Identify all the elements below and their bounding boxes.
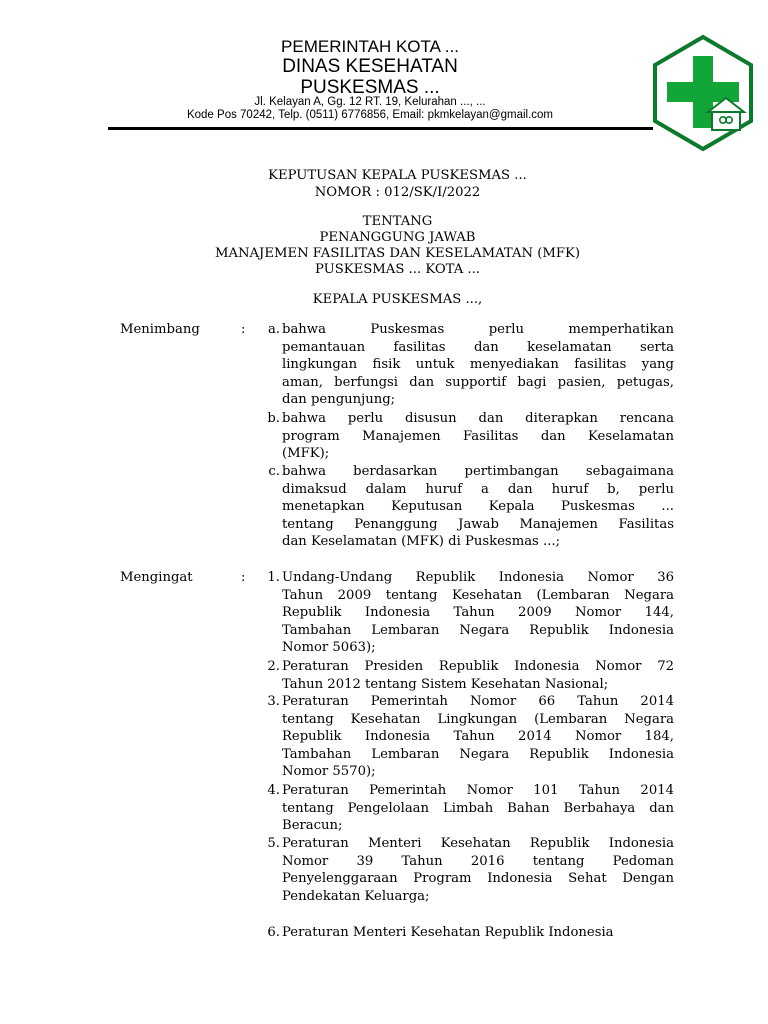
kop-contact: Kode Pos 70242, Telp. (0511) 6776856, Email: pkmkelayan@gmail.com: [186, 109, 554, 121]
menimbang-item-line: menetapkan Keputusan Kepala Puskesmas ...: [282, 499, 674, 514]
menimbang-item-line: dimaksud dalam huruf a dan huruf b, perlu: [282, 481, 674, 497]
menimbang-item-line: tentang Penanggung Jawab Manajemen Fasilitas: [282, 516, 674, 532]
mengingat-item-line: tentang Pengelolaan Limbah Bahan Berbahaya dan: [282, 800, 674, 816]
mengingat-item-line: Peraturan Menteri Kesehatan Republik Indonesia: [282, 836, 674, 851]
mengingat-item-text: [282, 693, 674, 781]
mengingat-item-marker: 4.: [267, 783, 280, 798]
decree-number: NOMOR : 012/SK/I/2022: [314, 185, 481, 200]
menimbang-label: Menimbang: [120, 322, 200, 337]
decree-subject-1: PENANGGUNG JAWAB: [319, 230, 476, 245]
mengingat-item-text: [282, 782, 674, 835]
mengingat-item-line: Nomor 39 Tahun 2016 tentang Pedoman: [282, 853, 674, 869]
mengingat-colon: :: [241, 570, 246, 585]
kop-address: Jl. Kelayan A, Gg. 12 RT. 19, Kelurahan ..., ...: [254, 96, 486, 108]
mengingat-item-line: Penyelenggaraan Program Indonesia Sehat Dengan: [282, 871, 674, 886]
puskesmas-logo-icon: [652, 34, 754, 152]
mengingat-item-marker: 1.: [267, 570, 280, 585]
mengingat-item-line: Tambahan Lembaran Negara Republik Indonesia: [282, 622, 674, 638]
menimbang-item-line: dan Keselamatan (MFK) di Puskesmas ...;: [282, 534, 561, 549]
menimbang-item-text: [282, 410, 674, 463]
menimbang-colon: :: [241, 322, 246, 337]
mengingat-item-line: Peraturan Pemerintah Nomor 66 Tahun 2014: [282, 694, 674, 709]
decree-subject-3: PUSKESMAS ... KOTA ...: [315, 262, 480, 277]
mengingat-item-text: [282, 569, 674, 657]
menimbang-item-marker: b.: [267, 411, 280, 426]
decree-signer: KEPALA PUSKESMAS ...,: [312, 292, 483, 307]
mengingat-item-line: Pendekatan Keluarga;: [282, 888, 430, 904]
menimbang-item-line: (MFK);: [282, 446, 330, 461]
menimbang-item-marker: a.: [267, 322, 280, 337]
mengingat-item-marker: 5.: [267, 836, 280, 851]
mengingat-item-line: Beracun;: [282, 818, 343, 833]
mengingat-item-text: [282, 924, 674, 942]
kop-line-dinas: DINAS KESEHATAN: [282, 56, 458, 77]
mengingat-item-marker: 3.: [267, 694, 280, 709]
menimbang-item-line: lingkungan fisik untuk menyediakan fasilitas yang: [282, 357, 674, 372]
mengingat-item-line: Republik Indonesia Tahun 2014 Nomor 184,: [282, 729, 674, 744]
menimbang-item-line: pemantauan fasilitas dan keselamatan serta: [282, 339, 674, 355]
mengingat-item-line: Peraturan Pemerintah Nomor 101 Tahun 2014: [282, 783, 674, 798]
mengingat-item-text: [282, 835, 674, 905]
mengingat-item-line: Nomor 5063);: [282, 640, 376, 655]
mengingat-item-line: Tahun 2012 tentang Sistem Kesehatan Nasional;: [282, 676, 609, 692]
mengingat-item-marker: 2.: [267, 659, 280, 674]
kop-line-pemerintah: PEMERINTAH KOTA ...: [281, 37, 459, 56]
mengingat-item-line: Tahun 2009 tentang Kesehatan (Lembaran Negara: [282, 587, 674, 603]
decree-tentang: TENTANG: [362, 214, 433, 229]
menimbang-item-marker: c.: [268, 464, 280, 479]
menimbang-item-text: [282, 321, 674, 409]
menimbang-item-line: program Manajemen Fasilitas dan Keselamatan: [282, 428, 674, 444]
mengingat-label: Mengingat: [120, 570, 193, 585]
kop-line-puskesmas: PUSKESMAS ...: [300, 77, 440, 98]
decree-subject-2: MANAJEMEN FASILITAS DAN KESELAMATAN (MFK): [214, 246, 581, 261]
menimbang-item-line: bahwa Puskesmas perlu memperhatikan: [282, 322, 674, 337]
mengingat-item-line: tentang Kesehatan Lingkungan (Lembaran Negara: [282, 711, 674, 727]
mengingat-item-line: Nomor 5570);: [282, 764, 376, 779]
kop-divider: [108, 127, 653, 130]
mengingat-item-line: Undang-Undang Republik Indonesia Nomor 36: [282, 570, 674, 585]
mengingat-item-marker: 6.: [267, 925, 280, 940]
mengingat-item-line: Republik Indonesia Tahun 2009 Nomor 144,: [282, 605, 674, 620]
mengingat-item-text: [282, 658, 674, 693]
menimbang-item-text: [282, 463, 674, 551]
menimbang-item-line: dan pengunjung;: [282, 392, 396, 407]
mengingat-item-line: Peraturan Presiden Republik Indonesia Nomor 72: [282, 659, 674, 674]
menimbang-item-line: aman, berfungsi dan supportif bagi pasien, petugas,: [282, 374, 674, 390]
mengingat-item-line: Peraturan Menteri Kesehatan Republik Indonesia: [282, 925, 614, 940]
decree-title: KEPUTUSAN KEPALA PUSKESMAS ...: [268, 168, 527, 183]
menimbang-item-line: bahwa berdasarkan pertimbangan sebagaimana: [282, 464, 674, 479]
mengingat-item-line: Tambahan Lembaran Negara Republik Indonesia: [282, 746, 674, 762]
menimbang-item-line: bahwa perlu disusun dan diterapkan rencana: [282, 411, 674, 426]
